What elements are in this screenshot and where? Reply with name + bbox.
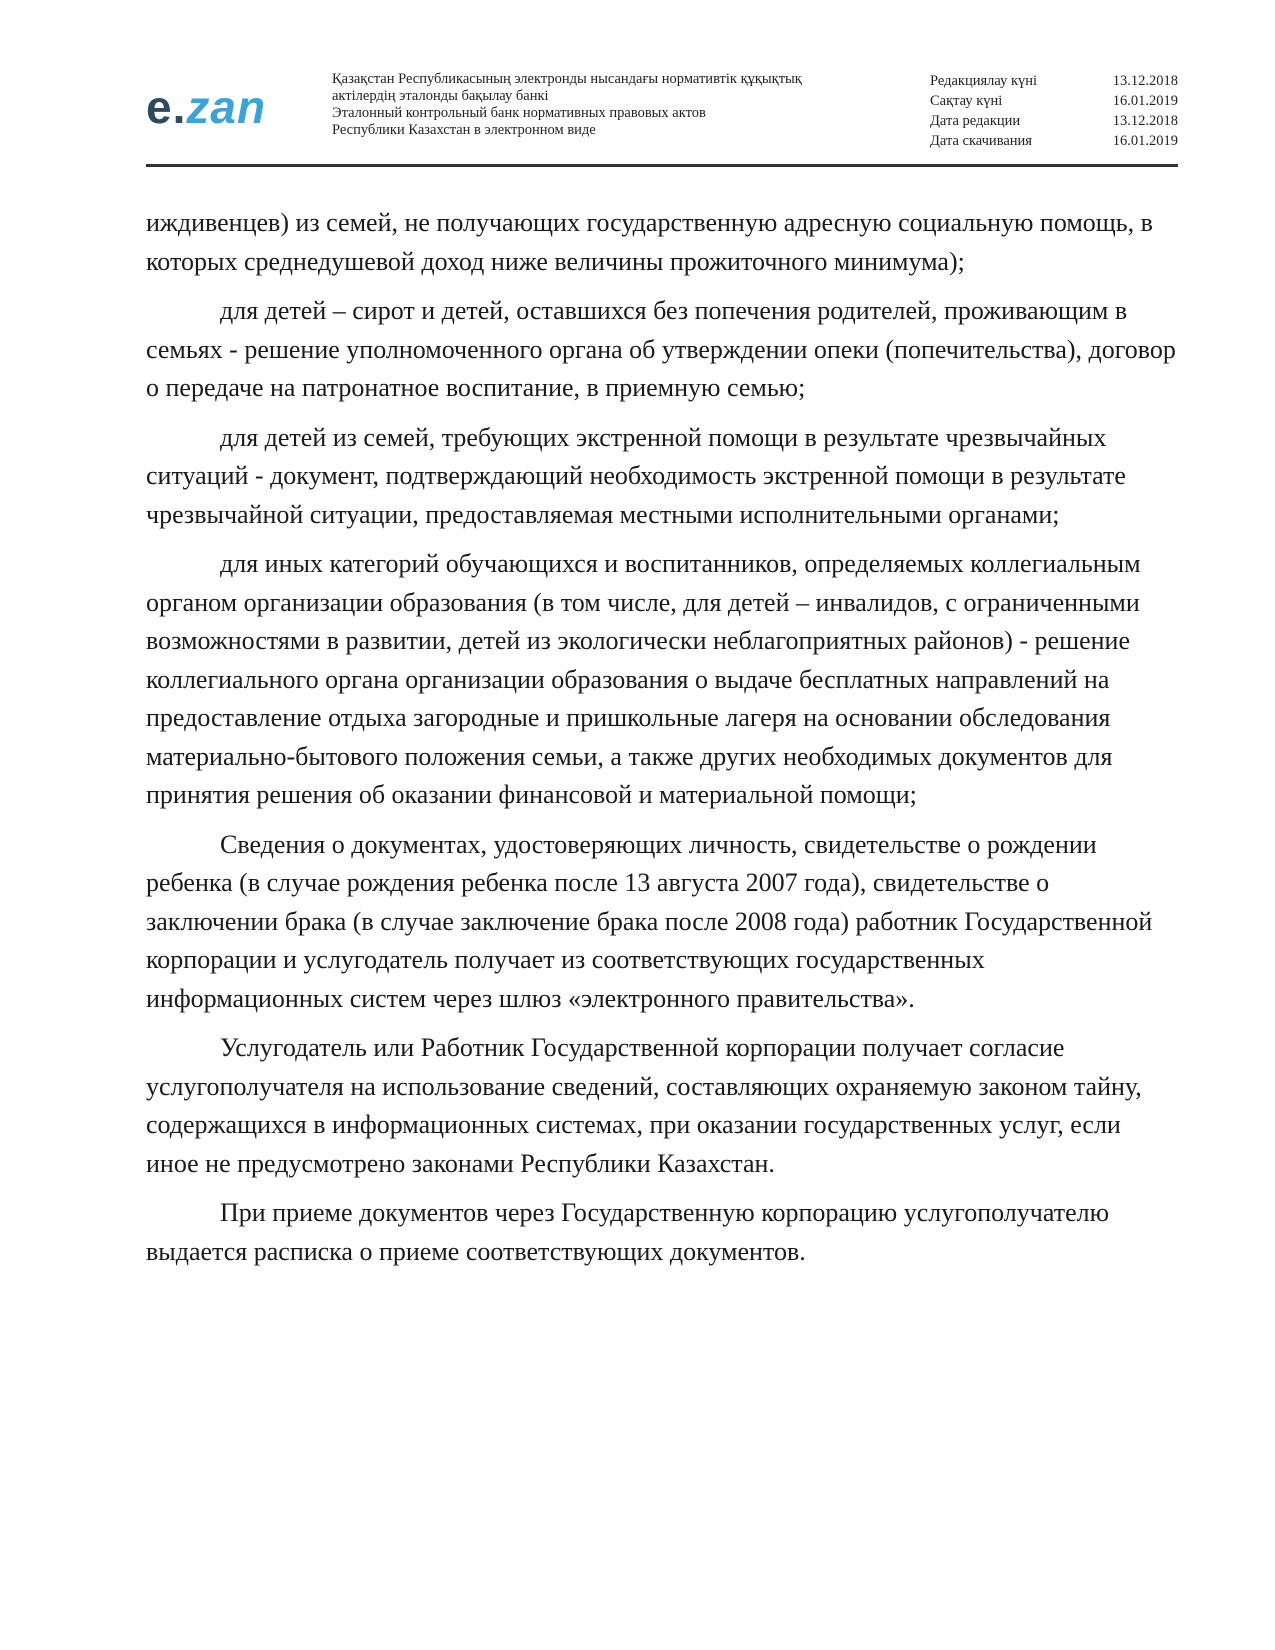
paragraph: для детей из семей, требующих экстренной помощи в результате чрезвычайных ситуаций - документ, подтверждающий необходимость экстренной помощи в результате чрезвычайной ситуации, предоставляемая местными исполнительными органами;: [146, 422, 1126, 529]
description-line: Қазақстан Республикасының электронды нысандағы нормативтік құқықтық: [332, 71, 802, 87]
page-header: [146, 66, 1178, 166]
meta-label: Дата скачивания: [930, 133, 1032, 149]
meta-value: 13.12.2018: [1112, 73, 1178, 89]
header-divider: [146, 164, 1178, 167]
meta-row: [930, 111, 1178, 131]
meta-label: Редакциялау күні: [930, 73, 1038, 89]
meta-label: Дата редакции: [930, 113, 1021, 129]
logo-zan: zan: [186, 81, 267, 133]
logo-dot: .: [172, 81, 187, 133]
paragraph: для детей – сирот и детей, оставшихся без попечения родителей, проживающим в семьях - решение уполномоченного органа об утверждении опеки (попечительства), договор о передаче на патронатное воспитание, в приемную семью;: [146, 296, 1176, 402]
description-line: Республики Казахстан в электронном виде: [332, 122, 596, 138]
header-description: [332, 71, 892, 139]
meta-label: Сақтау күні: [930, 93, 1003, 109]
paragraph: Сведения о документах, удостоверяющих личность, свидетельстве о рождении ребенка (в случае рождения ребенка после 13 августа 2007 года), свидетельстве о заключении брака (в случае заключение брака после 2008 года) работник Государственной корпорации и услугодатель получает из соответствующих государственных информационных систем через шлюз «электронного правительства».: [146, 829, 1153, 1013]
meta-value: 16.01.2019: [1112, 133, 1178, 149]
document-body: [146, 204, 1178, 1282]
description-line: Эталонный контрольный банк нормативных правовых актов: [332, 105, 706, 121]
logo-e: e: [146, 81, 173, 133]
header-meta: [930, 71, 1178, 151]
paragraph: иждивенцев) из семей, не получающих государственную адресную социальную помощь, в которых среднедушевой доход ниже величины прожиточного минимума);: [146, 208, 1153, 276]
description-line: актілердің эталонды бақылау банкі: [332, 88, 549, 104]
meta-row: [930, 131, 1178, 151]
meta-row: [930, 71, 1178, 91]
meta-row: [930, 91, 1178, 111]
paragraph: Услугодатель или Работник Государственной корпорации получает согласие услугополучателя на использование сведений, составляющих охраняемую законом тайну, содержащихся в информационных системах, при оказании государственных услуг, если иное не предусмотрено законами Республики Казахстан.: [146, 1033, 1142, 1178]
paragraph: для иных категорий обучающихся и воспитанников, определяемых коллегиальным органом организации образования (в том числе, для детей – инвалидов, с ограниченными возможностями в развитии, детей из экологически неблагоприятных районов) - решение коллегиального органа организации образования о выдаче бесплатных направлений на предоставление отдыха загородные и пришкольные лагеря на основании обследования материально-бытового положения семьи, а также других необходимых документов для принятия решения об оказании финансовой и материальной помощи;: [146, 549, 1141, 809]
ezan-logo: [146, 81, 267, 133]
meta-value: 13.12.2018: [1112, 113, 1178, 129]
meta-value: 16.01.2019: [1112, 93, 1178, 109]
paragraph: При приеме документов через Государственную корпорацию услугополучателю выдается расписка о приеме соответствующих документов.: [146, 1198, 1110, 1266]
